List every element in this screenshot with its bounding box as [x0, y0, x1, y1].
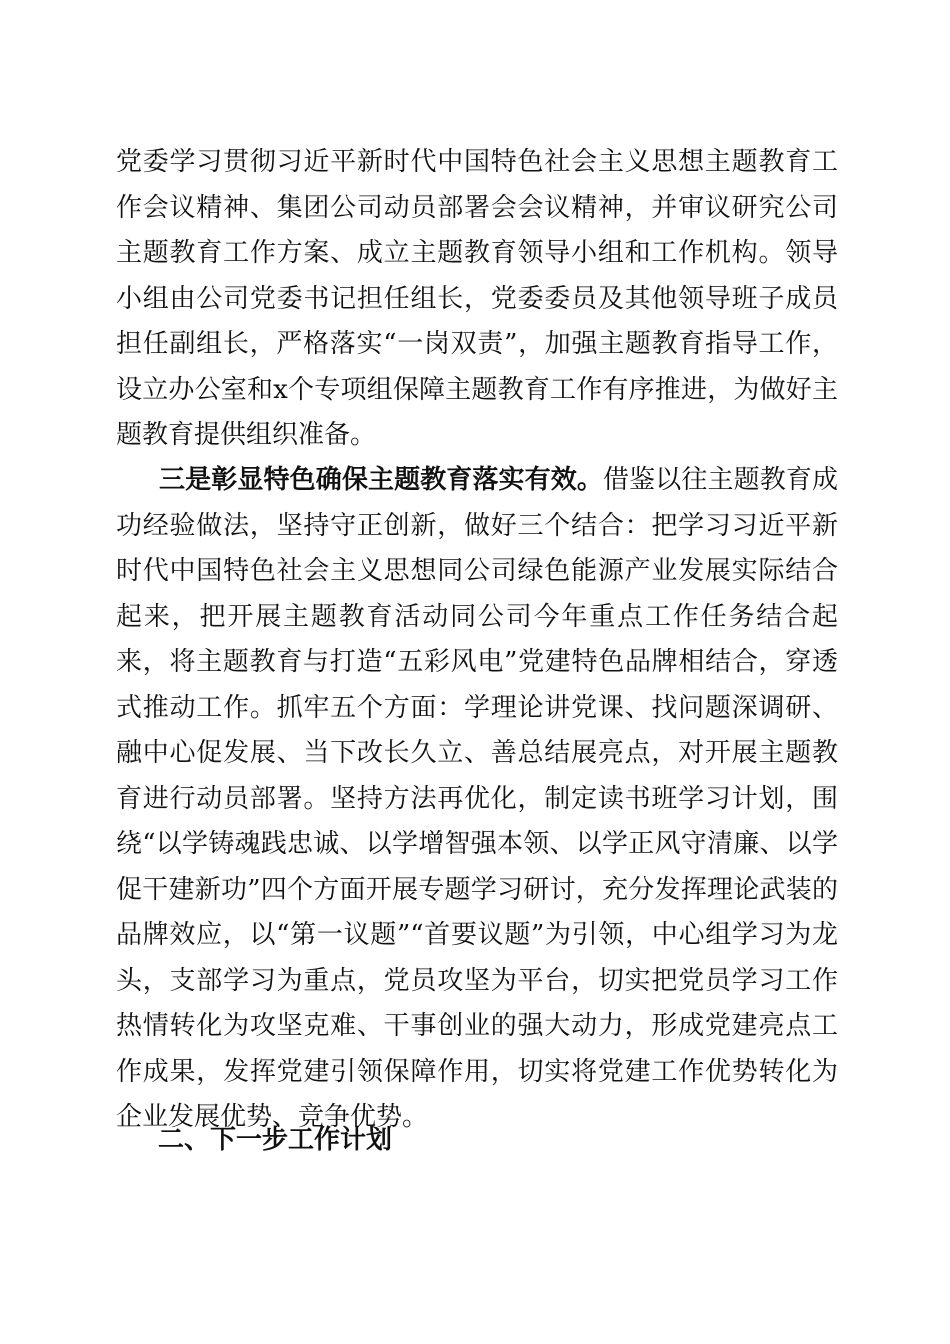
paragraph-2-lead-sentence: 三是彰显特色确保主题教育落实有效。 [159, 465, 604, 495]
body-paragraph-2 [116, 458, 838, 1141]
body-paragraph-1: 党委学习贯彻习近平新时代中国特色社会主义思想主题教育工作会议精神、集团公司动员部署会会议精神，并审议研究公司主题教育工作方案、成立主题教育领导小组和工作机构。领导小组由公司党委书记担任组长，党委委员及其他领导班子成员担任副组长，严格落实“一岗双责”，加强主题教育指导工作，设立办公室和x个专项组保障主题教育工作有序推进，为做好主题教育提供组织准备。 [116, 147, 838, 450]
paragraph-2-body: 借鉴以往主题教育成功经验做法，坚持守正创新，做好三个结合：把学习习近平新时代中国特色社会主义思想同公司绿色能源产业发展实际结合起来，把开展主题教育活动同公司今年重点工作任务结合起来，将主题教育与打造“五彩风电”党建特色品牌相结合，穿透式推动工作。抓牢五个方面：学理论讲党课、找问题深调研、融中心促发展、当下改长久立、善总结展亮点，对开展主题教育进行动员部署。坚持方法再优化，制定读书班学习计划，围绕“以学铸魂践忠诚、以学增智强本领、以学正风守清廉、以学促干建新功”四个方面开展专题学习研讨，充分发挥理论武装的品牌效应，以“第一议题”“首要议题”为引领，中心组学习为龙头，支部学习为重点，党员攻坚为平台，切实把党员学习工作热情转化为攻坚克难、干事创业的强大动力，形成党建亮点工作成果，发挥党建引领保障作用，切实将党建工作优势转化为企业发展优势、竞争优势。 [116, 465, 838, 1132]
section-heading: 二、下一步工作计划 [158, 1125, 393, 1155]
